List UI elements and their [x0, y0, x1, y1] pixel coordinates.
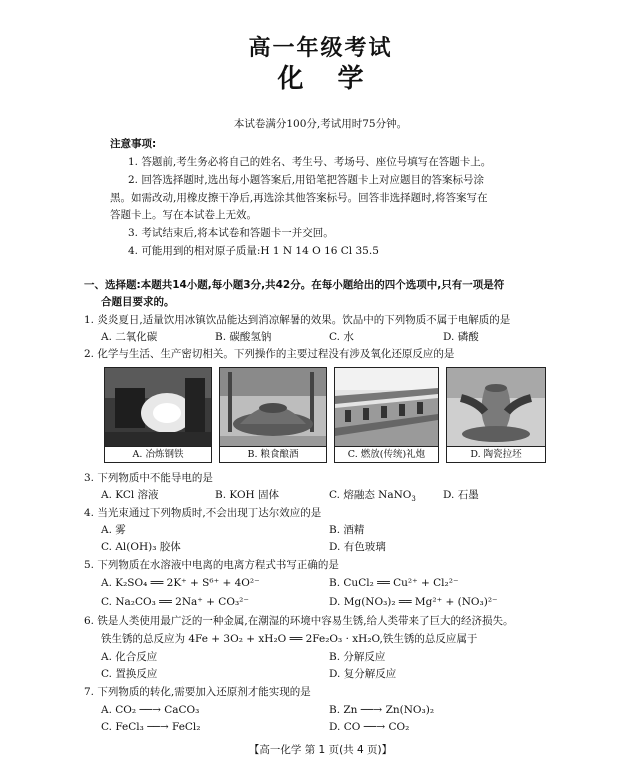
subject-title: 化学	[277, 64, 398, 94]
q4-option-d: D. 有色玻璃	[329, 541, 386, 553]
notes-heading: 注意事项:	[110, 138, 157, 150]
section-heading: 一、选择题:本题共14小题,每小题3分,共42分。在每小题给出的四个选项中,只有一项是符	[84, 279, 505, 291]
q3-option-c-subscript: 3	[411, 495, 416, 504]
question-2-stem: 2. 化学与生活、生产密切相关。下列操作的主要过程没有涉及氧化还原反应的是	[84, 348, 455, 360]
question-6-stem-cont: 铁生锈的总反应为 4Fe + 3O₂ + xH₂O ══ 2Fe₂O₃ · xH₂O,铁生锈的总反应属于	[101, 633, 478, 645]
q4-option-c: C. Al(OH)₃ 胶体	[101, 541, 181, 553]
exam-info: 本试卷满分100分,考试用时75分钟。	[233, 118, 408, 130]
page-footer: 【高一化学 第 1 页(共 4 页)】	[248, 744, 393, 756]
question-7-stem: 7. 下列物质的转化,需要加入还原剂才能实现的是	[84, 686, 311, 698]
photo-grain-brewing	[219, 367, 327, 463]
q5-option-a: A. K₂SO₄ ══ 2K⁺ + S⁶⁺ + 4O²⁻	[101, 577, 260, 589]
q5-option-b: B. CuCl₂ ══ Cu²⁺ + Cl₂²⁻	[329, 577, 459, 589]
q1-option-b: B. 碳酸氢钠	[215, 331, 272, 343]
photo-salute-cannon	[334, 367, 439, 463]
photo-caption-a: A. 冶炼钢铁	[105, 446, 211, 462]
q7-option-b: B. Zn ──→ Zn(NO₃)₂	[329, 704, 435, 716]
photo-steel-smelting	[104, 367, 212, 463]
photo-ceramic-throwing	[446, 367, 546, 463]
q1-option-c: C. 水	[329, 331, 354, 343]
q4-option-b: B. 酒精	[329, 524, 365, 536]
note-1: 1. 答题前,考生务必将自己的姓名、考生号、考场号、座位号填写在答题卡上。	[128, 156, 492, 168]
q6-option-b: B. 分解反应	[329, 651, 386, 663]
photo-caption-b: B. 粮食酿酒	[220, 446, 326, 462]
q3-option-c-text: C. 熔融态 NaNO	[329, 489, 412, 501]
grain-brewing-image	[220, 368, 326, 447]
question-4-stem: 4. 当光束通过下列物质时,不会出现丁达尔效应的是	[84, 507, 322, 519]
ceramic-throwing-image	[447, 368, 545, 447]
salute-cannon-image	[335, 368, 438, 447]
question-5-stem: 5. 下列物质在水溶液中电离的电离方程式书写正确的是	[84, 559, 339, 571]
q6-option-c: C. 置换反应	[101, 668, 158, 680]
question-3-stem: 3. 下列物质中不能导电的是	[84, 472, 213, 484]
q3-option-d: D. 石墨	[443, 489, 479, 501]
note-4: 4. 可能用到的相对原子质量:H 1 N 14 O 16 Cl 35.5	[128, 245, 379, 257]
q3-option-a: A. KCl 溶液	[101, 489, 159, 501]
note-2-cont: 黑。如需改动,用橡皮擦干净后,再选涂其他答案标号。回答非选择题时,将答案写在	[110, 192, 488, 204]
steel-smelting-image	[105, 368, 211, 447]
photo-caption-c: C. 燃放(传统)礼炮	[335, 446, 438, 462]
photo-caption-d: D. 陶瓷拉坯	[447, 446, 545, 462]
q5-option-d: D. Mg(NO₃)₂ ══ Mg²⁺ + (NO₃)²⁻	[329, 596, 498, 608]
section-heading-cont: 合题目要求的。	[101, 296, 175, 308]
note-3: 3. 考试结束后,将本试卷和答题卡一并交回。	[128, 227, 334, 239]
q7-option-d: D. CO ──→ CO₂	[329, 721, 410, 733]
q7-option-a: A. CO₂ ──→ CaCO₃	[101, 704, 200, 716]
q1-option-d: D. 磷酸	[443, 331, 479, 343]
q4-option-a: A. 雾	[101, 524, 126, 536]
q6-option-d: D. 复分解反应	[329, 668, 397, 680]
q3-option-b: B. KOH 固体	[215, 489, 280, 501]
q7-option-c: C. FeCl₃ ──→ FeCl₂	[101, 721, 201, 733]
exam-title: 高一年级考试	[248, 36, 393, 61]
question-6-stem: 6. 铁是人类使用最广泛的一种金属,在潮湿的环境中容易生锈,给人类带来了巨大的经济损失。	[84, 615, 514, 627]
q6-option-a: A. 化合反应	[101, 651, 158, 663]
question-1-stem: 1. 炎炎夏日,适量饮用冰镇饮品能达到消凉解暑的效果。饮品中的下列物质不属于电解质的是	[84, 314, 511, 326]
q3-option-c	[329, 488, 416, 502]
q5-option-c: C. Na₂CO₃ ══ 2Na⁺ + CO₃²⁻	[101, 596, 249, 608]
note-2-cont2: 答题卡上。写在本试卷上无效。	[110, 209, 257, 221]
q1-option-a: A. 二氧化碳	[101, 331, 158, 343]
note-2: 2. 回答选择题时,选出每小题答案后,用铅笔把答题卡上对应题目的答案标号涂	[128, 174, 485, 186]
